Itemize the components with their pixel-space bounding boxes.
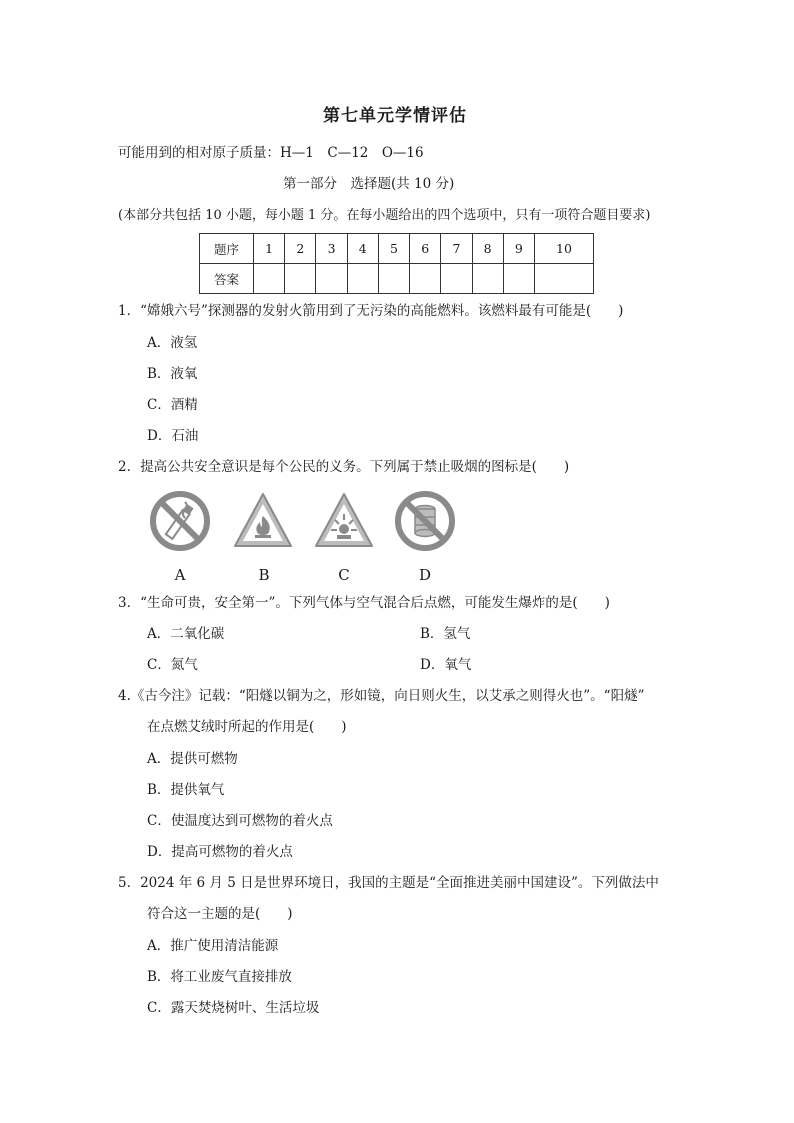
question-4-stem-line1: 4.《古今注》记载：“阳燧以铜为之，形如镜，向日则火生，以艾承之则得火也”。“阳燧” — [118, 688, 645, 704]
question-4-option: B．提供氧气 — [147, 782, 225, 798]
answer-cell[interactable] — [347, 264, 378, 294]
question-2-stem: 2．提高公共安全意识是每个公民的义务。下列属于禁止吸烟的图标是( ) — [118, 459, 570, 475]
explosive-warning-icon — [313, 490, 375, 552]
no-smoking-icon — [149, 490, 211, 552]
question-3-option: A．二氧化碳 — [147, 626, 225, 642]
section-note: (本部分共包括 10 小题，每小题 1 分。在每小题给出的四个选项中，只有一项符合题目要求) — [118, 208, 651, 223]
question-4-stem-line2: 在点燃艾绒时所起的作用是( ) — [147, 719, 347, 735]
answer-table-number: 4 — [347, 234, 378, 264]
question-4-option: A．提供可燃物 — [147, 751, 238, 767]
question-1-option: A．液氢 — [147, 335, 198, 351]
answer-table-number: 10 — [534, 234, 593, 264]
question-1-option: C．酒精 — [147, 397, 198, 413]
answer-table-number: 3 — [316, 234, 347, 264]
answer-cell[interactable] — [441, 264, 472, 294]
question-5-stem-line1: 5．2024 年 6 月 5 日是世界环境日，我国的主题是“全面推进美丽中国建设”。下列做法中 — [118, 875, 659, 891]
question-1-option: D．石油 — [147, 428, 199, 444]
question-3-option: D．氧气 — [420, 657, 472, 673]
answer-table-number: 2 — [285, 234, 316, 264]
answer-cell[interactable] — [254, 264, 285, 294]
icon-label-a: A — [174, 566, 186, 584]
question-3-option: C．氮气 — [147, 657, 198, 673]
icon-label-c: C — [338, 566, 350, 584]
answer-table-number: 6 — [410, 234, 441, 264]
answer-cell[interactable] — [472, 264, 503, 294]
question-3-stem: 3．“生命可贵，安全第一”。下列气体与空气混合后点燃，可能发生爆炸的是( ) — [118, 595, 610, 611]
page-title: 第七单元学情评估 — [323, 106, 467, 126]
question-1-stem: 1．“嫦娥六号”探测器的发射火箭用到了无污染的高能燃料。该燃料最有可能是( ) — [118, 303, 624, 319]
question-3-option: B．氢气 — [420, 626, 471, 642]
question-4-option: C．使温度达到可燃物的着火点 — [147, 813, 333, 829]
atomic-mass-note: 可能用到的相对原子质量：H—1 C—12 O—16 — [118, 145, 424, 161]
answer-table-number: 5 — [378, 234, 409, 264]
icon-label-b: B — [258, 566, 270, 584]
answer-table-number: 8 — [472, 234, 503, 264]
question-1-option: B．液氧 — [147, 366, 198, 382]
answer-cell[interactable] — [285, 264, 316, 294]
answer-cell[interactable] — [503, 264, 534, 294]
answer-table-number: 9 — [503, 234, 534, 264]
question-5-option: C．露天焚烧树叶、生活垃圾 — [147, 1000, 320, 1016]
answer-table-number: 7 — [441, 234, 472, 264]
question-5-stem-line2: 符合这一主题的是( ) — [147, 906, 293, 922]
section-heading: 第一部分 选择题(共 10 分) — [283, 176, 455, 192]
answer-cell[interactable] — [410, 264, 441, 294]
answer-cell[interactable] — [534, 264, 593, 294]
question-5-option: B．将工业废气直接排放 — [147, 969, 292, 985]
answer-cell[interactable] — [378, 264, 409, 294]
flammable-warning-icon — [232, 490, 294, 552]
answer-table — [199, 233, 594, 294]
answer-table-row-label: 答案 — [200, 264, 254, 294]
answer-table-number-row — [200, 234, 594, 264]
answer-table-number: 1 — [254, 234, 285, 264]
answer-table-answer-row — [200, 264, 594, 294]
question-5-option: A．推广使用清洁能源 — [147, 938, 279, 954]
icon-label-d: D — [418, 566, 432, 584]
answer-cell[interactable] — [316, 264, 347, 294]
question-4-option: D．提高可燃物的着火点 — [147, 844, 293, 860]
answer-table-row-label: 题序 — [200, 234, 254, 264]
no-oil-drum-icon — [394, 490, 456, 552]
